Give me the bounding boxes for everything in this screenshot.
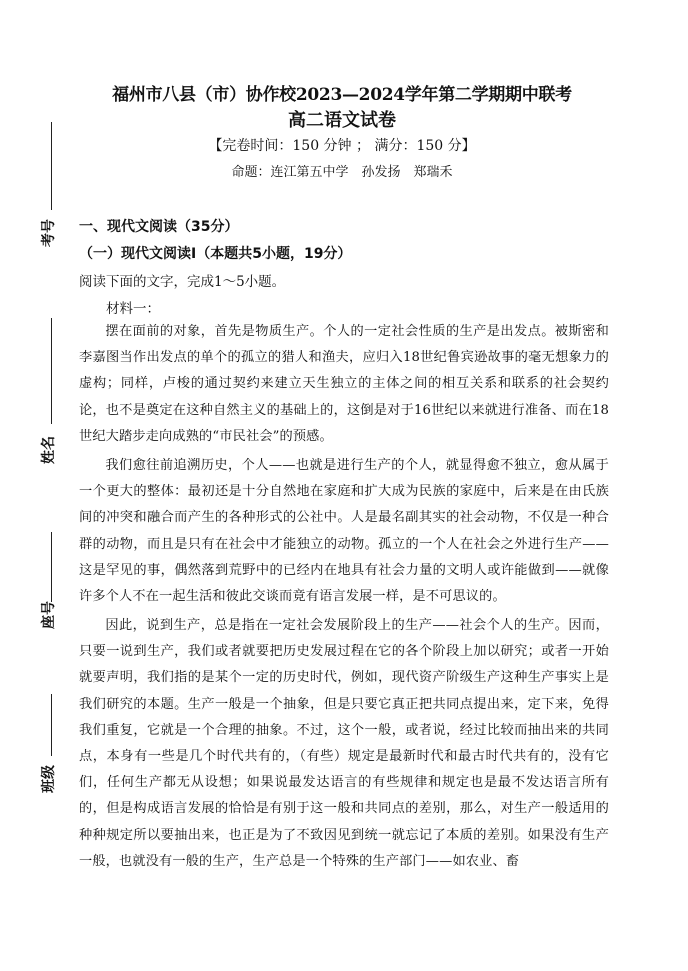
subsection-heading: （一）现代文阅读Ⅰ（本题共5小题，19分） [79, 246, 352, 262]
exam-subtitle: 高二语文试卷 [288, 110, 396, 131]
paragraph: 摆在面前的对象，首先是物质生产。个人的一定社会性质的生产是出发点。被斯密和李嘉图当作出发点的单个的孤立的猎人和渔夫，应归入18世纪鲁宾逊故事的毫无想象力的虚构；同样，卢梭的通过契约来建立天生独立的主体之间的相互关系和联系的社会契约论，也不是奠定在这种自然主义的基础上的，这倒是对于16世纪以来就进行准备、而在18世纪大踏步走向成熟的“市民社会”的预感。 [79, 324, 609, 444]
binding-strip [0, 0, 70, 971]
reading-instruction: 阅读下面的文字，完成1～5小题。 [79, 274, 286, 290]
exam-authors: 命题：连江第五中学 孙发扬 郑瑞禾 [231, 165, 453, 180]
paragraph: 我们愈往前追溯历史，个人——也就是进行生产的个人，就显得愈不独立，愈从属于一个更大的整体：最初还是十分自然地在家庭和扩大成为民族的家庭中，后来是在由氏族间的冲突和融合而产生的各种形式的公社中。人是最名副其实的社会动物，不仅是一种合群的动物，而且是只有在社会中才能独立的动物。孤立的一个人在社会之外进行生产——这是罕见的事，偶然落到荒野中的已经内在地具有社会力量的文明人或许能做到——就像许多个人不在一起生活和彼此交谈而竟有语言发展一样，是不可思议的。 [79, 458, 609, 605]
binding-line [51, 122, 52, 210]
binding-line [51, 532, 52, 602]
exam-title: 福州市八县（市）协作校2023—2024学年第二学期期中联考 [112, 85, 572, 105]
name-label: 姓名 [41, 436, 57, 464]
material-label: 材料一： [106, 301, 160, 317]
binding-line [51, 694, 52, 756]
seat-number-label: 座号 [41, 601, 57, 629]
exam-info: 【完卷时间：150 分钟 ； 满分：150 分】 [208, 138, 476, 154]
exam-number-label: 考号 [41, 219, 57, 247]
binding-line [51, 318, 52, 424]
section-heading: 一、现代文阅读（35分） [79, 219, 239, 235]
paragraph: 因此，说到生产，总是指在一定社会发展阶段上的生产——社会个人的生产。因而，只要一说到生产，我们或者就要把历史发展过程在它的各个阶段上加以研究；或者一开始就要声明，我们指的是某个一定的历史时代，例如，现代资产阶级生产这种生产事实上是我们研究的本题。生产一般是一个抽象，但是只要它真正把共同点提出来，定下来，免得我们重复，它就是一个合理的抽象。不过，这个一般，或者说，经过比较而抽出来的共同点，本身有一些是几个时代共有的，（有些）规定是最新时代和最古时代共有的，没有它们，任何生产都无从设想；如果说最发达语言的有些规律和规定也是最不发达语言所有的，但是构成语言发展的恰恰是有别于这一般和共同点的差别，那么，对生产一般适用的种种规定所以要抽出来，也正是为了不致因见到统一就忘记了本质的差别。如果没有生产一般，也就没有一般的生产，生产总是一个特殊的生产部门——如农业、畜 [79, 618, 609, 869]
class-label: 班级 [41, 765, 57, 793]
